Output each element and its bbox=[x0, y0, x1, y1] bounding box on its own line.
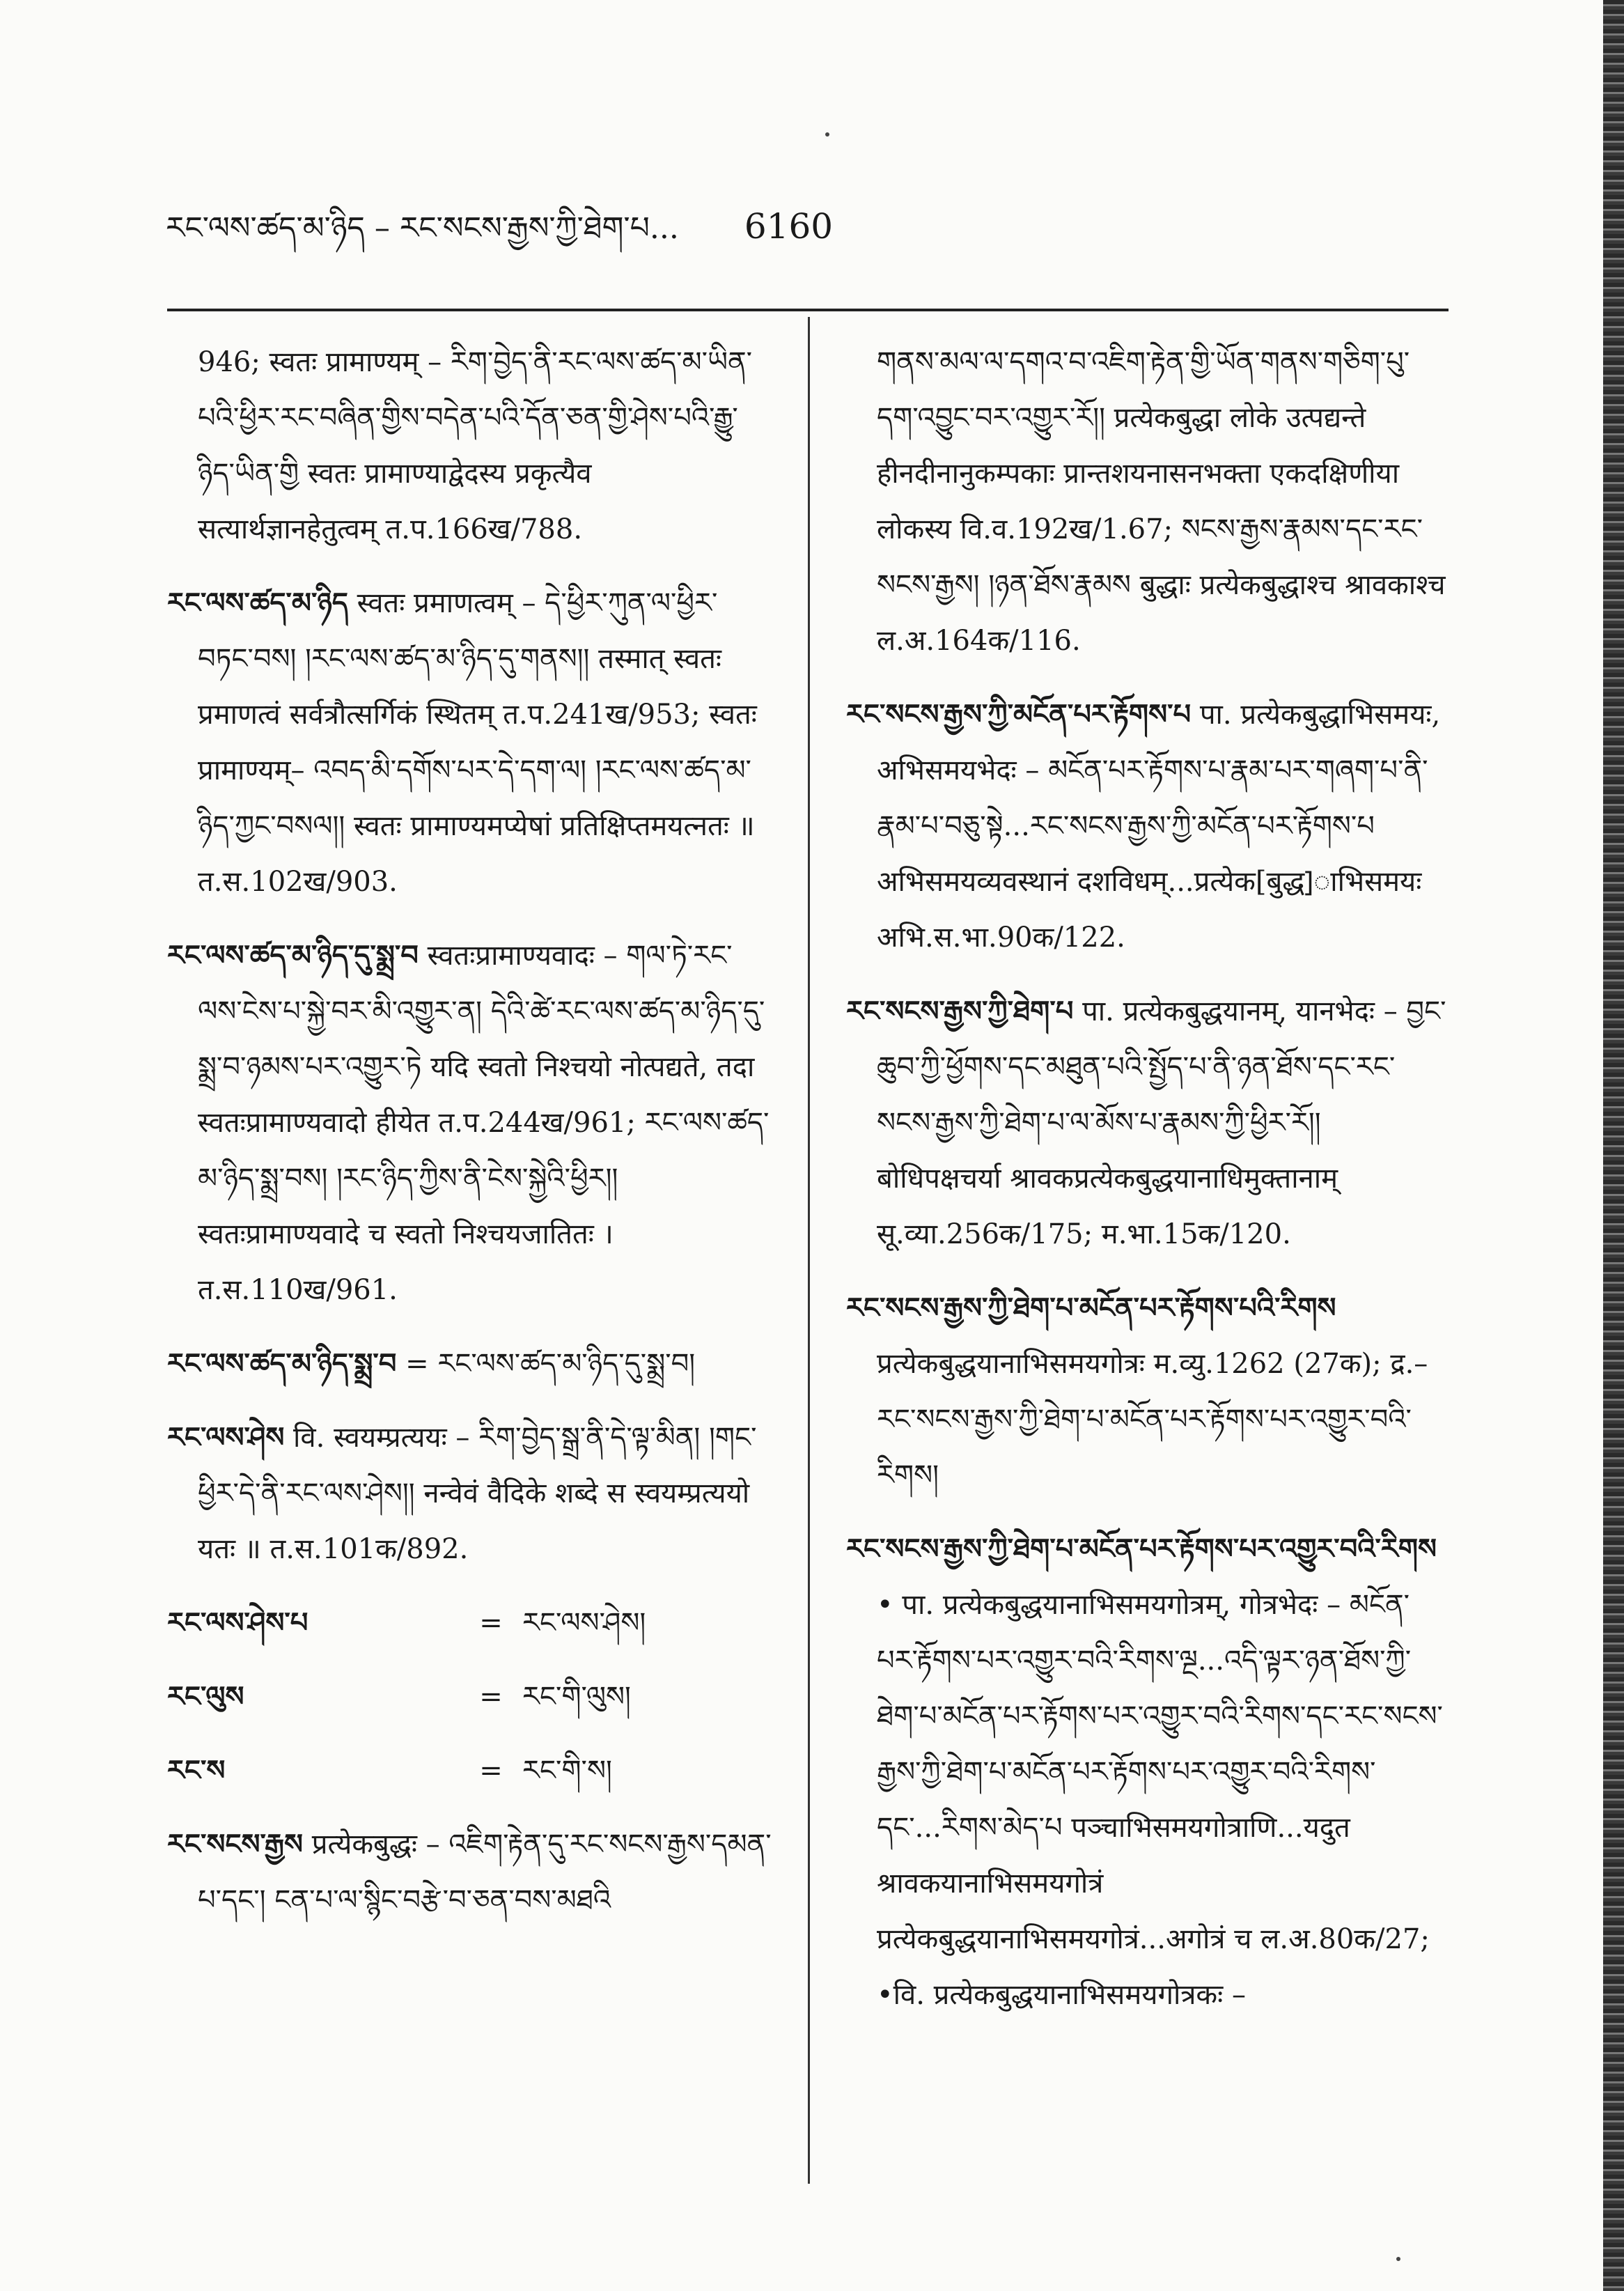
entry-body: पा. प्रत्येकबुद्धयानम्, यानभेदः – བྱང་ཆུབ་ཀྱི་ཕྱོགས་དང་མཐུན་པའི་སྤྱོད་པ་ནི་ཉན་ཐོས་དང་རང་སངས་རྒྱས་ཀྱི་ཐེག་པ་ལ་མོས་པ་རྣམས་ཀྱི་ཕྱིར་རོ།། बोधिपक्षचर्या श्रावकप्रत्येकबुद्धयानाधिमुक्तानाम् सू.व्या.256क/175; म.भा.15क/120. bbox=[877, 995, 1446, 1250]
dictionary-entry bbox=[167, 1336, 773, 1392]
entry-body: स्वतः प्रमाणत्वम् – དེ་ཕྱིར་ཀུན་ལ་ཕྱིར་བཏང་བས། །རང་ལས་ཚད་མ་ཉིད་དུ་གནས།། तस्मात् स्वतः प्रमाणत्वं सर्वत्रौत्सर्गिकं स्थितम् त.प.241ख/953; स्वतः प्रामाण्यम्– འབད་མི་དགོས་པར་དེ་དག་ལ། །རང་ལས་ཚད་མ་ཉིད་ཀྱང་བསལ།། स्वतः प्रामाण्यमप्येषां प्रतिक्षिप्तमयत्नतः ॥ त.स.102ख/903. bbox=[198, 587, 757, 898]
dictionary-entry bbox=[846, 687, 1449, 965]
equals-sign: = bbox=[479, 1681, 503, 1713]
equals-sign: = bbox=[479, 1607, 503, 1639]
headword: རང་ས bbox=[167, 1754, 226, 1787]
page-header bbox=[166, 205, 862, 249]
cross-reference-entry bbox=[167, 1595, 773, 1651]
scan-speck bbox=[825, 132, 829, 137]
dictionary-entry bbox=[846, 1521, 1449, 2023]
entry-body: प्रत्येकबुद्धः – འཇིག་རྟེན་དུ་རང་སངས་རྒྱས་དམན་པ་དང་། ངན་པ་ལ་སྙིང་བརྩེ་བ་ཅན་བས་མཐའི bbox=[198, 1828, 772, 1916]
headword: རང་ལས་ཚད་མ་ཉིད་དུ་སྨྲ་བ bbox=[167, 939, 419, 972]
reference-target: རང་གི་ལུས། bbox=[522, 1681, 631, 1713]
headword: རང་ལས་ཚད་མ་ཉིད་སྨྲ་བ bbox=[167, 1347, 397, 1380]
headword: རང་སངས་རྒྱས་ཀྱི་ཐེག་པ་མངོན་པར་རྟོགས་པར་འགྱུར་བའི་རིགས bbox=[846, 1532, 1437, 1565]
headword: རང་སངས་རྒྱས་ཀྱི་མངོན་པར་རྟོགས་པ bbox=[846, 698, 1192, 731]
cross-reference-entry bbox=[167, 1669, 773, 1725]
scan-speck bbox=[1396, 2257, 1400, 2261]
running-title: རང་ལས་ཚད་མ་ཉིད – རང་སངས་རྒྱས་ཀྱི་ཐེག་པ... bbox=[166, 210, 679, 246]
headword: རང་ལས་ཚད་མ་ཉིད bbox=[167, 587, 348, 619]
equals-sign: = bbox=[479, 1755, 503, 1787]
entry-continuation: གནས་མལ་ལ་དགའ་བ་འཇིག་རྟེན་གྱི་ཡོན་གནས་གཅིག་པུ་དག་འབྱུང་བར་འགྱུར་རོ།། प्रत्येकबुद्धा लोके उत्पद्यन्ते हीनदीनानुकम्पकाः प्रान्तशयनासनभक्ता एकदक्षिणीया लोकस्य वि.व.192ख/1.67; སངས་རྒྱས་རྣམས་དང་རང་སངས་རྒྱས། །ཉན་ཐོས་རྣམས बुद्धाः प्रत्येकबुद्धाश्च श्रावकाश्च ल.अ.164क/116. bbox=[877, 346, 1446, 657]
entry-body: = རང་ལས་ཚད་མ་ཉིད་དུ་སྨྲ་བ། bbox=[396, 1348, 696, 1380]
entry-body: स्वतःप्रामाण्यवादः – གལ་ཏེ་རང་ལས་ངེས་པ་སྐྱེ་བར་མི་འགྱུར་ན། དེའི་ཚེ་རང་ལས་ཚད་མ་ཉིད་དུ་སྨྲ་བ་ཉམས་པར་འགྱུར་ཏེ यदि स्वतो निश्चयो नोत्पद्यते, तदा स्वतःप्रामाण्यवादो हीयेत त.प.244ख/961; རང་ལས་ཚད་མ་ཉིད་སྨྲ་བས། །རང་ཉིད་ཀྱིས་ནི་ངེས་སྐྱེའི་ཕྱིར།། स्वतःप्रामाण्यवादे च स्वतो निश्चयजातितः । त.स.110ख/961. bbox=[198, 940, 770, 1306]
entry-body: वि. स्वयम्प्रत्ययः – རིག་བྱེད་སྒྲ་ནི་དེ་ལྟ་མིན། །གང་ཕྱིར་དེ་ནི་རང་ལས་ཤེས།། नन्वेवं वैदिके शब्दे स स्वयम्प्रत्ययो यतः ॥ त.स.101क/892. bbox=[198, 1422, 757, 1565]
headword: རང་སངས་རྒྱས bbox=[167, 1828, 304, 1861]
page-number: 6160 bbox=[744, 206, 834, 247]
headword: རང་ལས་ཤེས་པ bbox=[167, 1606, 309, 1639]
headword: རང་སངས་རྒྱས་ཀྱི་ཐེག་པ bbox=[846, 995, 1074, 1027]
dictionary-entry bbox=[167, 1410, 773, 1577]
header-rule bbox=[167, 309, 1449, 311]
column-divider bbox=[808, 317, 810, 2184]
entry-continuation: 946; स्वतः प्रामाण्यम् – རིག་བྱེད་ནི་རང་ལས་ཚད་མ་ཡིན་པའི་ཕྱིར་རང་བཞིན་གྱིས་བདེན་པའི་དོན་ཅན་གྱི་ཤེས་པའི་རྒྱུ་ཉིད་ཡིན་གྱི स्वतः प्रामाण्याद्वेदस्य प्रकृत्यैव सत्यार्थज्ञानहेतुत्वम् त.प.166ख/788. bbox=[198, 346, 753, 545]
binding-edge bbox=[1603, 0, 1624, 2291]
entry-body: • पा. प्रत्येकबुद्धयानाभिसमयगोत्रम्, गोत्रभेदः – མངོན་པར་རྟོགས་པར་འགྱུར་བའི་རིགས་ལྔ...འདི་ལྟར་ཉན་ཐོས་ཀྱི་ཐེག་པ་མངོན་པར་རྟོགས་པར་འགྱུར་བའི་རིགས་དང་རང་སངས་རྒྱས་ཀྱི་ཐེག་པ་མངོན་པར་རྟོགས་པར་འགྱུར་བའི་རིགས་དང་...རིགས་མེད་པ पञ्चाभिसमयगोत्राणि...यदुत श्रावकयानाभिसमयगोत्रं प्रत्येकबुद्धयानाभिसमयगोत्रं...अगोत्रं च ल.अ.80क/27; •वि. प्रत्येकबुद्धयानाभिसमयगोत्रकः – bbox=[877, 1589, 1443, 2011]
cross-reference-entry bbox=[167, 1743, 773, 1799]
entry-body: प्रत्येकबुद्धयानाभिसमयगोत्रः म.व्यु.1262 (27क); द्र.– རང་སངས་རྒྱས་ཀྱི་ཐེག་པ་མངོན་པར་རྟོགས་པར་འགྱུར་བའི་རིགས། bbox=[877, 1348, 1428, 1491]
dictionary-entry bbox=[846, 984, 1449, 1262]
dictionary-entry bbox=[846, 1280, 1449, 1503]
reference-target: རང་ལས་ཤེས། bbox=[522, 1607, 646, 1639]
right-column bbox=[846, 334, 1449, 2041]
dictionary-entry bbox=[167, 928, 773, 1318]
headword: རང་ལུས bbox=[167, 1680, 244, 1713]
dictionary-entry bbox=[167, 575, 773, 910]
headword: རང་ལས་ཤེས bbox=[167, 1421, 285, 1454]
left-column bbox=[167, 334, 773, 1946]
headword: རང་སངས་རྒྱས་ཀྱི་ཐེག་པ་མངོན་པར་རྟོགས་པའི་རིགས bbox=[846, 1291, 1336, 1324]
entry-body: पा. प्रत्येकबुद्धाभिसमयः, अभिसमयभेदः – མངོན་པར་རྟོགས་པ་རྣམ་པར་གཞག་པ་ནི་རྣམ་པ་བཅུ་སྟེ...རང་སངས་རྒྱས་ཀྱི་མངོན་པར་རྟོགས་པ अभिसमयव्यवस्थानं दशविधम्...प्रत्येक[बुद्ध]ाभिसमयः अभि.स.भा.90क/122. bbox=[877, 699, 1441, 954]
dictionary-entry bbox=[167, 1817, 773, 1928]
reference-target: རང་གི་ས། bbox=[522, 1755, 612, 1787]
